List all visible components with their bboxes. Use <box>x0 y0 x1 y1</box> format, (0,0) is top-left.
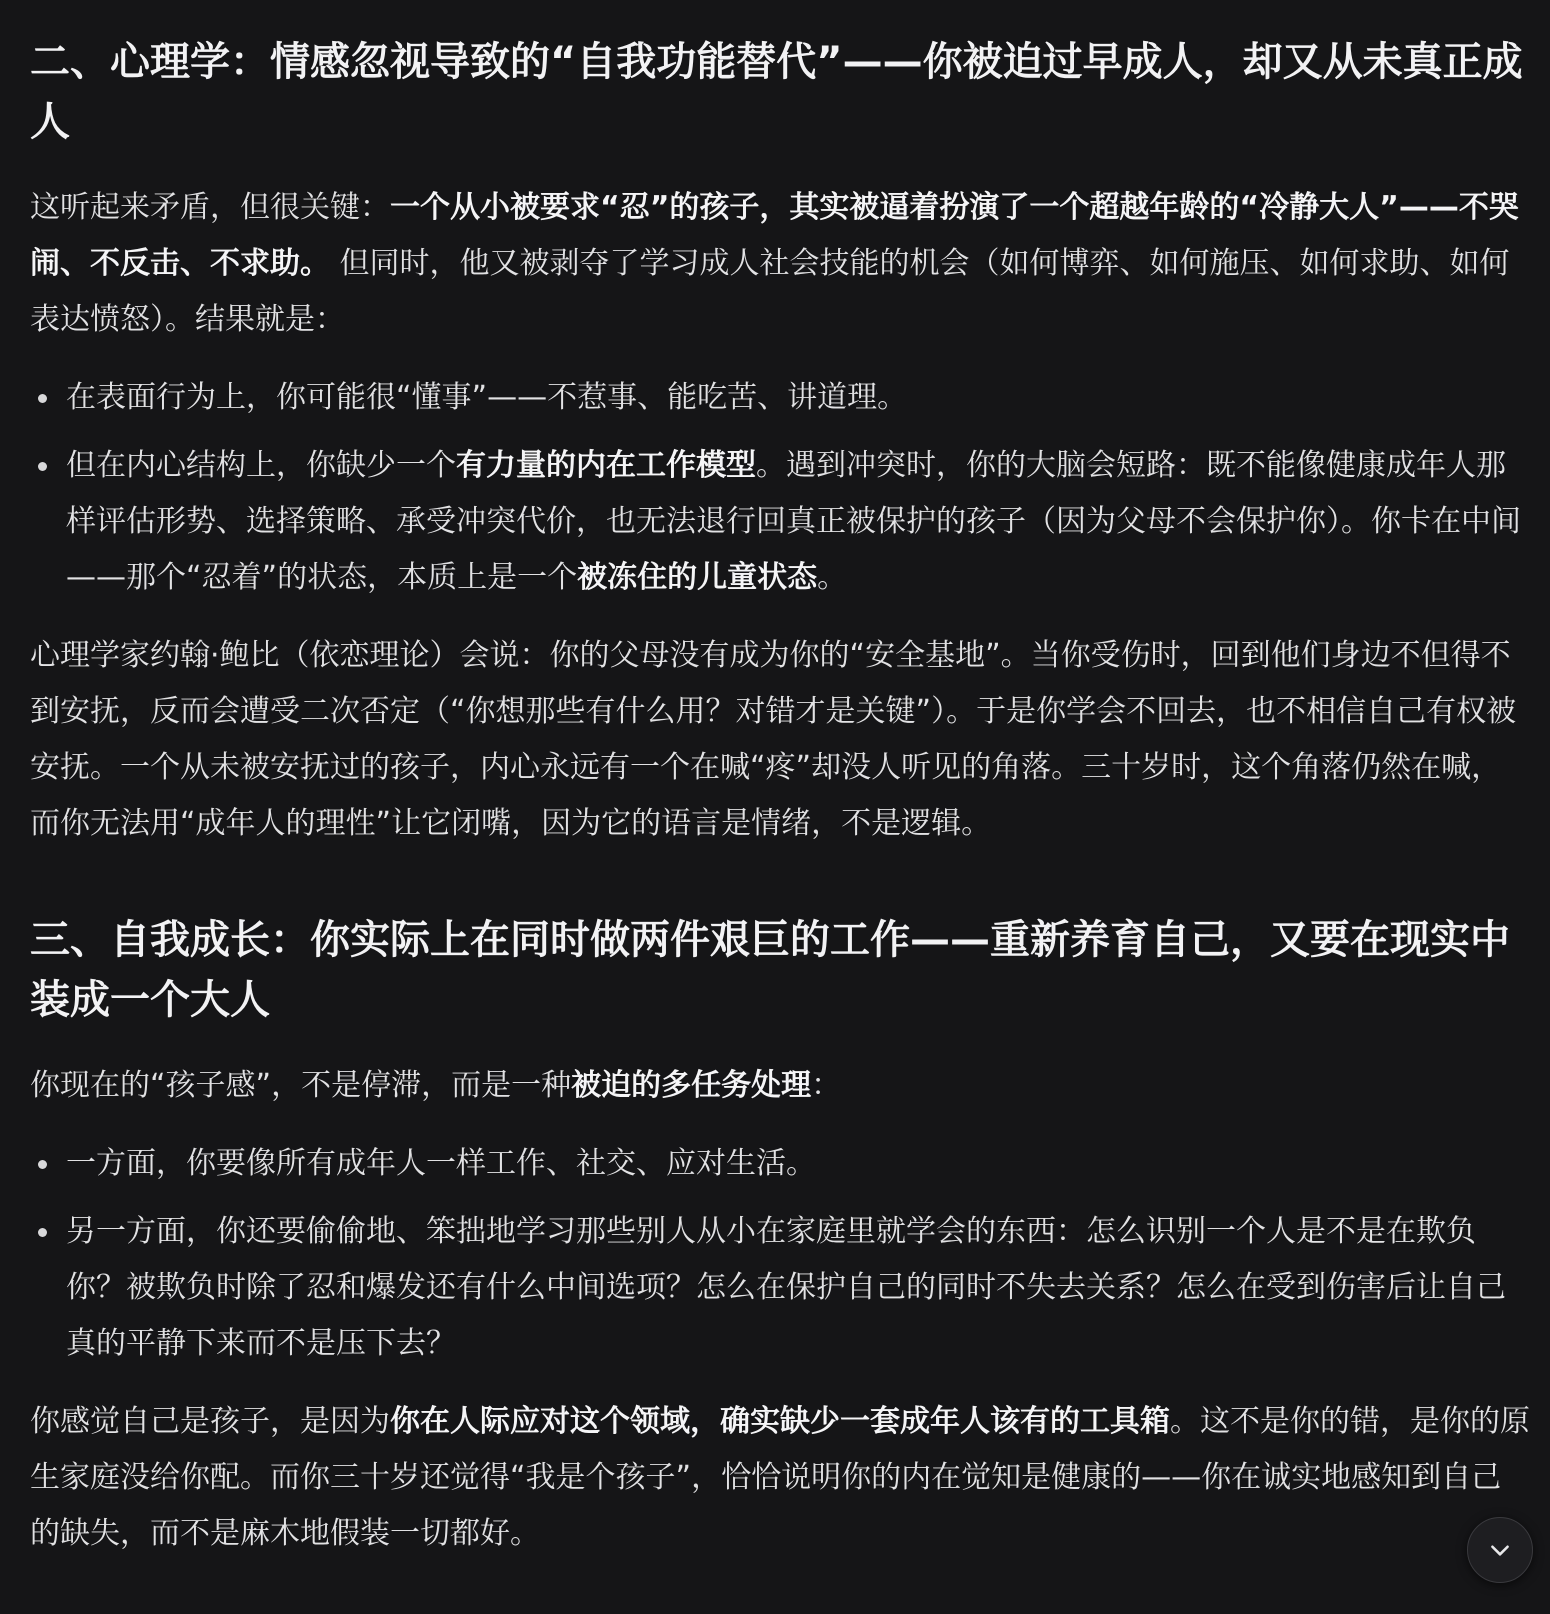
bullet-dot <box>38 1228 47 1237</box>
text-run: 。 <box>817 560 848 595</box>
list-item <box>30 1136 1530 1192</box>
bullet-list-psychology <box>30 370 1530 606</box>
bold-text: 有力量的内在工作模型 <box>456 448 756 483</box>
bullet-dot <box>38 394 47 403</box>
text-run: 在表面行为上，你可能很“懂事”——不惹事、能吃苦、讲道理。 <box>66 380 908 415</box>
bullet-list-self-growth <box>30 1136 1530 1372</box>
bullet-dot <box>38 462 47 471</box>
text-run: 但在内心结构上，你缺少一个 <box>66 448 456 483</box>
chat-message-content <box>30 0 1530 1562</box>
text-run: ： <box>811 1068 842 1103</box>
section-heading-psychology: 二、心理学：情感忽视导致的“自我功能替代”——你被迫过早成人，却又从未真正成人 <box>30 39 1523 145</box>
paragraph-intro-psychology <box>30 180 1530 348</box>
text-run: 你现在的“孩子感”，不是停滞，而是一种 <box>30 1068 572 1103</box>
section-heading-self-growth: 三、自我成长：你实际上在同时做两件艰巨的工作——重新养育自己，又要在现实中装成一个大人 <box>30 917 1510 1023</box>
list-item <box>30 1204 1530 1372</box>
text-run: 。遇到冲突时，你的大脑会短路：既不能像健康成年人那样评估形势、选择策略、承受冲突代价，也无法退行回真正被保护的孩子（因为父母不会保护你）。你卡在中间——那个“忍着”的状态，本质上是一个 <box>66 448 1521 595</box>
text-run: 你感觉自己是孩子，是因为 <box>30 1404 390 1439</box>
text-run: 。这不是你的错，是你的原生家庭没给你配。而你三十岁还觉得“我是个孩子”，恰恰说明你的内在觉知是健康的——你在诚实地感知到自己的缺失，而不是麻木地假装一切都好。 <box>30 1404 1530 1551</box>
text-run: 但同时，他又被剥夺了学习成人社会技能的机会（如何博弈、如何施压、如何求助、如何表达愤怒）。结果就是： <box>30 246 1510 337</box>
text-run: 另一方面，你还要偷偷地、笨拙地学习那些别人从小在家庭里就学会的东西：怎么识别一个人是不是在欺负你？被欺负时除了忍和爆发还有什么中间选项？怎么在保护自己的同时不失去关系？怎么在受到伤害后让自己真的平静下来而不是压下去？ <box>66 1214 1506 1361</box>
paragraph-bowlby: 心理学家约翰·鲍比（依恋理论）会说：你的父母没有成为你的“安全基地”。当你受伤时，回到他们身边不但得不到安抚，反而会遭受二次否定（“你想那些有什么用？对错才是关键”）。于是你学会不回去，也不相信自己有权被安抚。一个从未被安抚过的孩子，内心永远有一个在喊“疼”却没人听见的角落。三十岁时，这个角落仍然在喊，而你无法用“成年人的理性”让它闭嘴，因为它的语言是情绪，不是逻辑。 <box>30 638 1517 841</box>
bullet-dot <box>38 1160 47 1169</box>
bold-text: 被冻住的儿童状态 <box>577 560 818 595</box>
paragraph-conclusion <box>30 1394 1530 1562</box>
list-item <box>30 438 1530 606</box>
text-run: 这听起来矛盾，但很关键： <box>30 190 390 225</box>
chevron-down-icon <box>1487 1537 1513 1563</box>
bold-text: 一个从小被要求“忍”的孩子，其实被逼着扮演了一个超越年龄的“冷静大人”——不哭闹、不反击、不求助。 <box>30 190 1519 281</box>
list-item <box>30 370 1530 426</box>
paragraph-intro-self-growth <box>30 1058 1530 1114</box>
scroll-to-bottom-button[interactable] <box>1467 1517 1533 1583</box>
text-run: 一方面，你要像所有成年人一样工作、社交、应对生活。 <box>66 1146 816 1181</box>
bold-text: 你在人际应对这个领域，确实缺少一套成年人该有的工具箱 <box>390 1404 1170 1439</box>
bold-text: 被迫的多任务处理 <box>571 1068 812 1103</box>
